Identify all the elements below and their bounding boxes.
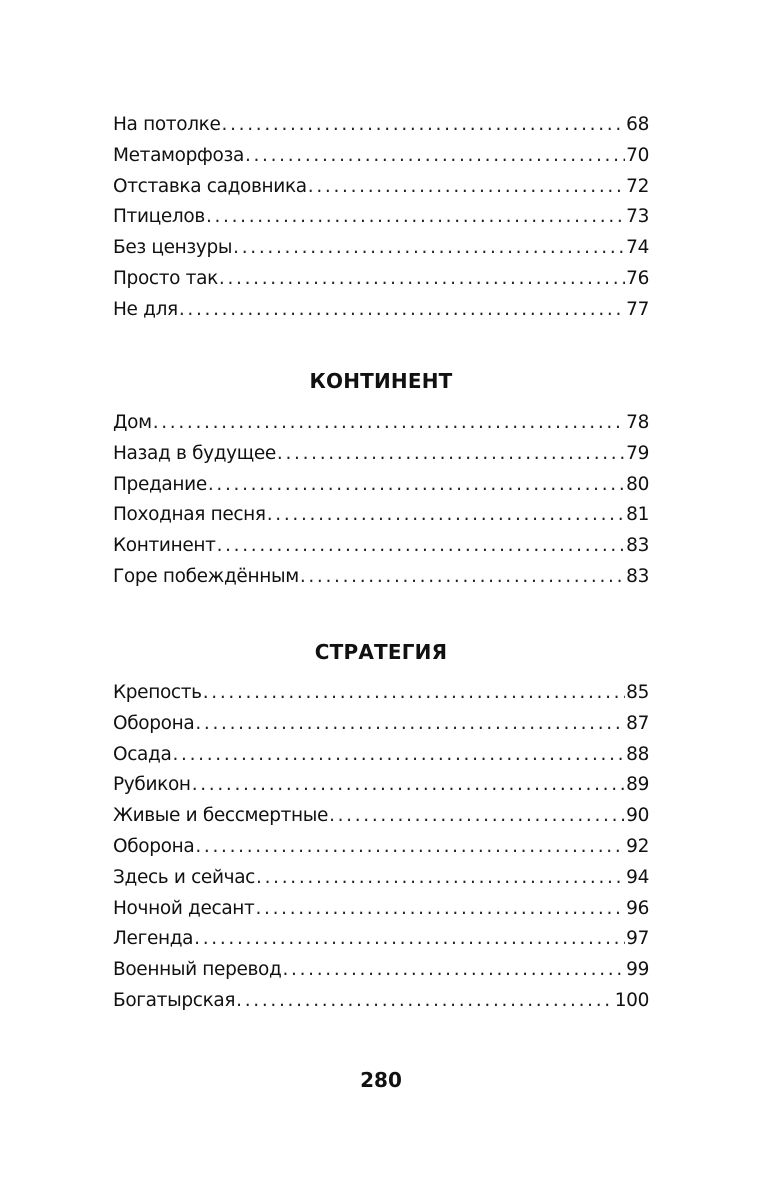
toc-entry <box>113 172 649 203</box>
toc-entry <box>113 986 649 1017</box>
toc-entry <box>113 924 649 955</box>
toc-entry-title: Без цензуры <box>113 237 233 259</box>
leader-dots <box>236 986 614 1017</box>
toc-entry-page: 77 <box>626 298 649 320</box>
toc-entry-title: Осада <box>113 743 172 765</box>
leader-dots <box>172 740 625 771</box>
leader-dots <box>153 408 625 439</box>
toc-entry <box>113 295 649 326</box>
toc-entry-page: 83 <box>626 535 649 557</box>
toc-entry-title: Легенда <box>113 928 194 950</box>
toc-entry <box>113 709 649 740</box>
toc-entry <box>113 531 649 562</box>
leader-dots <box>192 770 625 801</box>
toc-section-1 <box>113 110 649 326</box>
toc-entry-title: На потолке <box>113 114 221 135</box>
leader-dots <box>255 894 625 925</box>
toc-entry-page: 89 <box>626 774 649 796</box>
toc-entry-title: Просто так <box>113 267 218 289</box>
toc-entry <box>113 233 649 264</box>
toc-entry <box>113 439 649 470</box>
section-heading-continent: КОНТИНЕНТ <box>309 369 453 393</box>
toc-entry-page: 88 <box>626 743 649 765</box>
section-heading-strategy: СТРАТЕГИЯ <box>314 640 448 664</box>
page-number: 280 <box>360 1068 402 1092</box>
leader-dots <box>267 500 625 531</box>
toc-entry-page: 94 <box>626 866 649 888</box>
leader-dots <box>203 678 625 709</box>
toc-entry-page: 97 <box>626 928 649 950</box>
toc-entry <box>113 562 649 593</box>
toc-entry-page: 90 <box>626 805 649 827</box>
leader-dots <box>179 295 625 326</box>
toc-entry-page: 87 <box>626 712 649 734</box>
toc-entry-page: 81 <box>626 504 649 526</box>
leader-dots <box>222 110 626 141</box>
toc-entry-title: Оборона <box>113 712 195 734</box>
toc-entry <box>113 408 649 439</box>
toc-entry-page: 73 <box>626 206 649 228</box>
leader-dots <box>308 172 625 203</box>
toc-entry <box>113 770 649 801</box>
toc-section-2 <box>113 408 649 593</box>
toc-entry-title: Живые и бессмертные <box>113 805 329 827</box>
toc-entry <box>113 141 649 172</box>
toc-entry-page: 80 <box>626 473 649 495</box>
toc-entry-title: Оборона <box>113 835 195 857</box>
toc-entry <box>113 202 649 233</box>
toc-entry-page: 68 <box>626 114 649 135</box>
leader-dots <box>329 801 625 832</box>
leader-dots <box>277 439 625 470</box>
toc-entry-page: 100 <box>614 989 649 1011</box>
toc-entry <box>113 863 649 894</box>
leader-dots <box>217 531 626 562</box>
toc-entry-title: Горе побеждённым <box>113 565 299 587</box>
toc-entry-title: Отставка садовника <box>113 175 307 197</box>
toc-entry-title: Континент <box>113 535 216 557</box>
toc-entry-title: Птицелов <box>113 206 205 228</box>
toc-entry-page: 99 <box>626 959 649 981</box>
toc-entry-title: Походная песня <box>113 504 266 526</box>
toc-entry <box>113 740 649 771</box>
leader-dots <box>208 470 625 501</box>
toc-entry-page: 74 <box>626 237 649 259</box>
toc-entry <box>113 894 649 925</box>
toc-entry-title: Богатырская <box>113 989 236 1011</box>
toc-entry-title: Предание <box>113 473 207 495</box>
toc-entry <box>113 470 649 501</box>
leader-dots <box>195 832 625 863</box>
toc-entry-page: 85 <box>626 682 649 703</box>
toc-entry-page: 76 <box>626 267 649 289</box>
toc-entry-title: Дом <box>113 412 152 433</box>
toc-page <box>113 0 649 1200</box>
toc-entry <box>113 832 649 863</box>
toc-entry-title: Ночной десант <box>113 897 255 919</box>
leader-dots <box>233 233 625 264</box>
leader-dots <box>300 562 625 593</box>
toc-entry-title: Назад в будущее <box>113 442 276 464</box>
toc-entry <box>113 110 649 141</box>
toc-entry-page: 96 <box>626 897 649 919</box>
leader-dots <box>194 924 625 955</box>
leader-dots <box>219 264 625 295</box>
toc-entry <box>113 264 649 295</box>
toc-section-3 <box>113 678 649 1017</box>
toc-entry <box>113 678 649 709</box>
toc-entry-page: 72 <box>626 175 649 197</box>
toc-entry-page: 70 <box>626 144 649 166</box>
toc-entry <box>113 500 649 531</box>
leader-dots <box>256 863 625 894</box>
toc-entry-page: 78 <box>626 412 649 433</box>
toc-entry-title: Здесь и сейчас <box>113 866 256 888</box>
toc-entry <box>113 955 649 986</box>
leader-dots <box>282 955 625 986</box>
toc-entry-page: 79 <box>626 442 649 464</box>
leader-dots <box>245 141 625 172</box>
leader-dots <box>195 709 625 740</box>
toc-entry-title: Не для <box>113 298 178 320</box>
toc-entry <box>113 801 649 832</box>
toc-entry-title: Метаморфоза <box>113 144 244 166</box>
toc-entry-title: Рубикон <box>113 774 191 796</box>
leader-dots <box>206 202 625 233</box>
toc-entry-title: Военный перевод <box>113 959 282 981</box>
toc-entry-title: Крепость <box>113 682 202 703</box>
toc-entry-page: 92 <box>626 835 649 857</box>
toc-entry-page: 83 <box>626 565 649 587</box>
